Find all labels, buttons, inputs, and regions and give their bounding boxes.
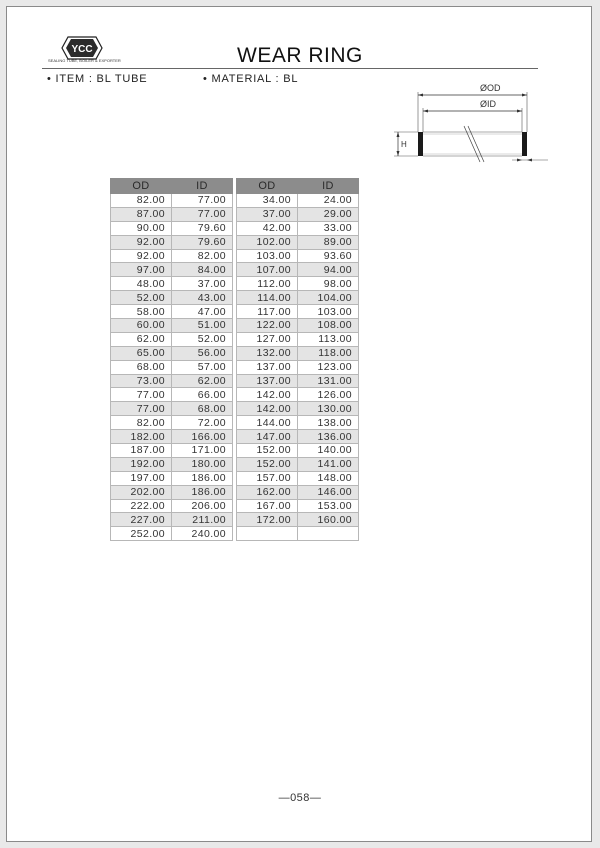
id-cell: 62.00 [172, 374, 233, 388]
od-cell: 48.00 [111, 277, 172, 291]
id-cell: 126.00 [298, 388, 359, 402]
od-cell: 197.00 [111, 471, 172, 485]
logo-text: YCC [71, 44, 93, 55]
od-cell: 82.00 [111, 194, 172, 208]
od-cell: 114.00 [237, 291, 298, 305]
od-cell: 65.00 [111, 346, 172, 360]
page-title: WEAR RING [237, 44, 363, 67]
id-cell: 29.00 [298, 207, 359, 221]
id-cell: 138.00 [298, 416, 359, 430]
od-cell: 92.00 [111, 249, 172, 263]
ring-section-right [522, 132, 527, 156]
table-row [237, 221, 359, 235]
od-cell: 157.00 [237, 471, 298, 485]
table-row [237, 485, 359, 499]
id-cell: 89.00 [298, 235, 359, 249]
id-cell: 206.00 [172, 499, 233, 513]
id-cell: 43.00 [172, 291, 233, 305]
id-cell: 104.00 [298, 291, 359, 305]
id-cell: 77.00 [172, 207, 233, 221]
od-cell: 142.00 [237, 402, 298, 416]
table-row [237, 402, 359, 416]
table-row [111, 388, 233, 402]
table-row [111, 402, 233, 416]
size-table-right [236, 178, 359, 541]
id-cell: 136.00 [298, 430, 359, 444]
id-cell: 37.00 [172, 277, 233, 291]
id-cell: 118.00 [298, 346, 359, 360]
table-row [111, 235, 233, 249]
od-cell: 92.00 [111, 235, 172, 249]
table-row [111, 277, 233, 291]
od-cell: 60.00 [111, 319, 172, 333]
table-row [111, 332, 233, 346]
id-cell: 141.00 [298, 457, 359, 471]
wear-ring-diagram [388, 80, 548, 170]
table-row [237, 360, 359, 374]
od-cell: 137.00 [237, 360, 298, 374]
id-cell: 93.60 [298, 249, 359, 263]
id-cell: 160.00 [298, 513, 359, 527]
od-cell: 112.00 [237, 277, 298, 291]
id-cell: 82.00 [172, 249, 233, 263]
od-cell: 77.00 [111, 402, 172, 416]
id-label: ØID [480, 99, 497, 109]
id-cell: 148.00 [298, 471, 359, 485]
od-cell: 122.00 [237, 319, 298, 333]
table-row [237, 430, 359, 444]
table-row [111, 416, 233, 430]
id-cell: 171.00 [172, 444, 233, 458]
table-row [111, 207, 233, 221]
table-row [111, 319, 233, 333]
od-cell: 117.00 [237, 305, 298, 319]
od-cell: 144.00 [237, 416, 298, 430]
table-row [111, 263, 233, 277]
table-row [111, 221, 233, 235]
od-cell: 42.00 [237, 221, 298, 235]
od-cell: 58.00 [111, 305, 172, 319]
height-label: H [401, 140, 407, 149]
id-cell: 66.00 [172, 388, 233, 402]
od-cell: 142.00 [237, 388, 298, 402]
id-cell: 186.00 [172, 485, 233, 499]
id-cell: 79.60 [172, 221, 233, 235]
id-cell: 186.00 [172, 471, 233, 485]
id-cell: 103.00 [298, 305, 359, 319]
column-header-id: ID [298, 179, 359, 194]
table-row [111, 305, 233, 319]
od-cell: 182.00 [111, 430, 172, 444]
id-cell: 68.00 [172, 402, 233, 416]
od-cell: 52.00 [111, 291, 172, 305]
table-row [237, 194, 359, 208]
table-row [237, 374, 359, 388]
od-cell: 82.00 [111, 416, 172, 430]
table-row [111, 499, 233, 513]
id-cell: 140.00 [298, 444, 359, 458]
od-cell: 34.00 [237, 194, 298, 208]
table-row [111, 374, 233, 388]
od-cell: 107.00 [237, 263, 298, 277]
split-cut-line [464, 126, 480, 162]
id-cell: 77.00 [172, 194, 233, 208]
id-cell: 56.00 [172, 346, 233, 360]
od-cell: 202.00 [111, 485, 172, 499]
table-row [237, 277, 359, 291]
id-cell: 33.00 [298, 221, 359, 235]
table-row [237, 207, 359, 221]
column-header-od: OD [237, 179, 298, 194]
od-cell: 127.00 [237, 332, 298, 346]
table-row [111, 485, 233, 499]
id-cell: 180.00 [172, 457, 233, 471]
id-cell: 123.00 [298, 360, 359, 374]
item-spec: • ITEM : BL TUBE [47, 73, 148, 85]
od-cell: 97.00 [111, 263, 172, 277]
table-row [237, 263, 359, 277]
id-cell: 113.00 [298, 332, 359, 346]
table-row [237, 291, 359, 305]
id-cell: 51.00 [172, 319, 233, 333]
od-cell: 222.00 [111, 499, 172, 513]
od-cell: 73.00 [111, 374, 172, 388]
id-cell: 57.00 [172, 360, 233, 374]
id-cell: 84.00 [172, 263, 233, 277]
od-cell: 147.00 [237, 430, 298, 444]
id-cell: 24.00 [298, 194, 359, 208]
table-row [237, 346, 359, 360]
column-header-id: ID [172, 179, 233, 194]
table-row [111, 444, 233, 458]
material-spec: • MATERIAL : BL [203, 73, 299, 85]
table-row [237, 305, 359, 319]
od-cell: 77.00 [111, 388, 172, 402]
table-row [237, 416, 359, 430]
table-row [237, 499, 359, 513]
id-cell: 94.00 [298, 263, 359, 277]
od-cell [237, 527, 298, 541]
id-cell: 72.00 [172, 416, 233, 430]
table-row [237, 249, 359, 263]
table-row [111, 513, 233, 527]
id-cell: 130.00 [298, 402, 359, 416]
table-row [237, 319, 359, 333]
id-cell: 98.00 [298, 277, 359, 291]
table-row [237, 457, 359, 471]
od-label: ØOD [480, 83, 501, 93]
id-cell: 47.00 [172, 305, 233, 319]
id-cell: 211.00 [172, 513, 233, 527]
id-cell: 108.00 [298, 319, 359, 333]
id-cell: 79.60 [172, 235, 233, 249]
table-row [111, 430, 233, 444]
id-cell [298, 527, 359, 541]
logo-emblem-icon [48, 36, 118, 60]
size-table-left [110, 178, 233, 541]
id-cell: 146.00 [298, 485, 359, 499]
table-row [111, 194, 233, 208]
id-cell: 153.00 [298, 499, 359, 513]
table-row [111, 457, 233, 471]
od-cell: 152.00 [237, 457, 298, 471]
table-row [111, 346, 233, 360]
od-cell: 103.00 [237, 249, 298, 263]
od-cell: 90.00 [111, 221, 172, 235]
od-cell: 87.00 [111, 207, 172, 221]
od-cell: 62.00 [111, 332, 172, 346]
od-cell: 137.00 [237, 374, 298, 388]
od-cell: 187.00 [111, 444, 172, 458]
table-row [237, 527, 359, 541]
od-cell: 252.00 [111, 527, 172, 541]
table-row [111, 249, 233, 263]
od-cell: 172.00 [237, 513, 298, 527]
id-cell: 166.00 [172, 430, 233, 444]
table-row [237, 444, 359, 458]
od-cell: 227.00 [111, 513, 172, 527]
od-cell: 167.00 [237, 499, 298, 513]
od-cell: 192.00 [111, 457, 172, 471]
table-row [111, 527, 233, 541]
id-cell: 131.00 [298, 374, 359, 388]
table-row [237, 332, 359, 346]
ring-section-left [418, 132, 423, 156]
column-header-od: OD [111, 179, 172, 194]
table-row [237, 471, 359, 485]
title-divider [42, 68, 538, 69]
od-cell: 68.00 [111, 360, 172, 374]
od-cell: 37.00 [237, 207, 298, 221]
table-row [111, 471, 233, 485]
id-cell: 52.00 [172, 332, 233, 346]
page-number: —058— [278, 792, 322, 804]
table-row [237, 513, 359, 527]
table-row [237, 235, 359, 249]
id-cell: 240.00 [172, 527, 233, 541]
od-cell: 162.00 [237, 485, 298, 499]
od-cell: 152.00 [237, 444, 298, 458]
od-cell: 102.00 [237, 235, 298, 249]
table-row [237, 388, 359, 402]
logo-tagline: SEALING TUBE, BOILER & EXPORTER [48, 58, 121, 63]
table-row [111, 291, 233, 305]
od-cell: 132.00 [237, 346, 298, 360]
company-logo [48, 36, 121, 70]
table-row [111, 360, 233, 374]
